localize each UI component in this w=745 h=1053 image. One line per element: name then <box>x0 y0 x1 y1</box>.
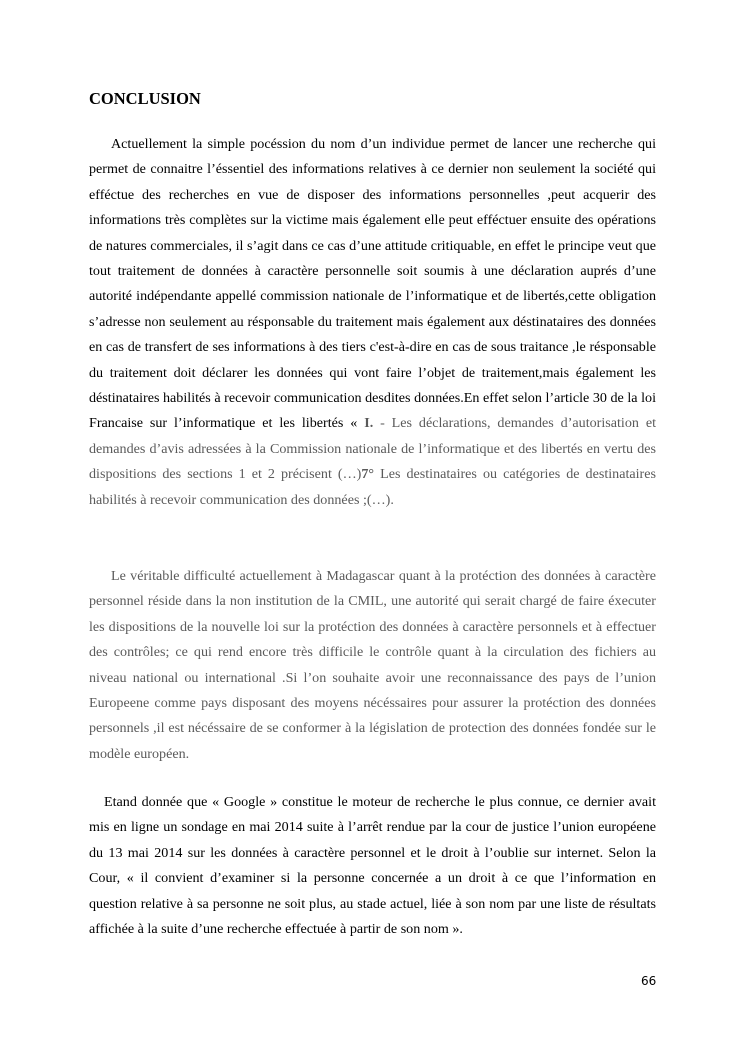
paragraph-2: Le véritable difficulté actuellement à Madagascar quant à la protéction des données à caractère personnel réside dans la non institution de la CMIL, une autorité qui serait chargé de faire éxecuter les dispositions de la nouvelle loi sur la protéction des données à caractère personnels et à effectuer des contrôles; ce qui rend encore très difficile le contrôle quant à la circulation des fichiers au niveau national ou international .Si l’on souhaite avoir une reconnaissance des pays de l’union Europeene comme pays disposant des moyens nécéssaires pour assurer la protéction des données personnels ,il est nécéssaire de se conformer à la législation de protection des données fondée sur le modèle européen. <box>89 568 656 762</box>
item-number: 7° <box>361 466 375 483</box>
paragraph-1-lead: Actuellement la simple pocéssion du nom d’un individue permet de lancer une recherche qui permet de connaitre l’éssentiel des informations relatives à ce dernier non seulement la société qui efféctue des recherches en vue de disposer des informations personnelles ,peut acquerir des informations très complètes sur la victime mais également elle peut efféctuer ensuite des opérations de natures commerciales, il s’agit dans ce cas d’une attitude critiquable, en effet le principe veut que tout traitement de données à caractère personnelle soit soumis à une déclaration auprés d’une autorité indépendante appellé commission nationale de l’informatique et de libertés,cette obligation s’adresse non seulement au résponsable du traitement mais également aux déstinataires des données en cas de transfert de ses informations à des tiers c'est-à-dire en cas de sous traitance ,le résponsable du traitement doit déclarer les données qui vont faire l’objet de traitement,mais également les déstinataires habilités à recevoir communication desdites données.En effet selon l’article 30 de la loi Francaise sur l’informatique et les libertés « <box>89 136 656 432</box>
page-number: 66 <box>641 974 657 988</box>
document-page <box>89 0 656 1053</box>
quote-part-2: Les destinataires ou catégories de destinataires habilités à recevoir communication des données ;(…). <box>89 466 656 508</box>
page-title: CONCLUSION <box>89 89 201 108</box>
paragraph-1 <box>89 132 656 513</box>
paragraph-3: Etand donnée que « Google » constitue le moteur de recherche le plus connue, ce dernier avait mis en ligne un sondage en mai 2014 suite à l’arrêt rendue par la cour de justice l’union européene du 13 mai 2014 sur les données à caractère personnel et le droit à l’oublie sur internet. Selon la Cour, « il convient d’examiner si la personne concernée a un droit à ce que l’information en question relative à sa personne ne soit plus, au stade actuel, liée à son nom par une liste de résultats affichée à la suite d’une recherche effectuée à partir de son nom ». <box>89 794 656 938</box>
roman-numeral: I. <box>364 415 374 432</box>
quote-part-1: - Les déclarations, demandes d’autorisation et demandes d’avis adressées à la Commission nationale de l’informatique et des libertés en vertu des dispositions des sections 1 et 2 précisent (…) <box>89 415 656 483</box>
